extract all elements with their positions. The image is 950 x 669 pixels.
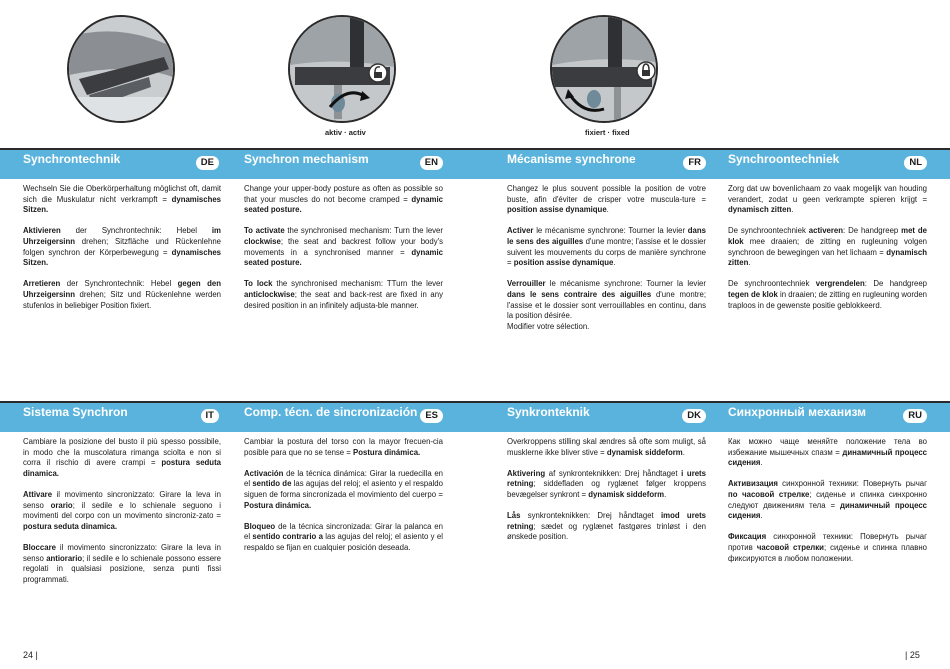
section-title: Synchrontechnik [23,152,121,166]
paragraph [507,511,706,543]
text-run: ; il sedile e lo schienale possono essere regolati in qualsiasi posizione, senza punti fissi programmati. [23,553,221,584]
text-run: de la técnica dinámica: Girar la ruedecilla en el [244,468,443,489]
bold-text: Aktivieren [23,226,61,236]
paragraph [23,490,221,532]
text-run: De synchroontechniek [728,226,809,236]
language-badge: EN [420,156,443,170]
text-run: Cambiare la posizione del busto il più spesso possibile, in modo che la muscolatura rimanga sciolta e non si corra il rischio di avere crampi = [23,437,221,468]
caption-fixed: fixiert · fixed [585,128,630,137]
bold-text: Aktivering [507,468,546,478]
section-header-es [244,403,443,429]
text-run: le mécanisme synchrone: Tourner la levier [533,226,688,236]
text-run: in draaien; de zitting en rugleuning worden traploos in de gewenste positie geblokkeerd. [728,289,928,310]
text-run: il movimento sincronizzato: Girare la leva in senso [23,542,221,563]
bold-text: dans le sens des aiguilles [507,226,706,246]
paragraph [507,184,706,216]
section-header-de [23,150,221,176]
bold-text: динамичный процесс сидения [728,447,927,468]
lever-active-photo [288,15,396,123]
paragraph [728,279,927,311]
text-run: ; сиденье и спинка плавно фиксируются в любом положении. [728,542,927,563]
section-body-en [244,184,443,322]
section-title: Sistema Synchron [23,405,128,419]
language-badge: IT [201,409,219,423]
paragraph [23,226,221,268]
paragraph [507,226,706,268]
paragraph [244,437,443,458]
bold-text: Фиксация [728,532,767,542]
text-run: . [613,258,616,268]
text-run: . [664,489,667,499]
text-run: ; il sedile e lo schienale seguono i movimenti del corpo con un movimento sincroniz-zato = [23,500,221,521]
language-badge: ES [420,409,443,423]
text-run: synkronteknikken: Drej håndtaget [520,511,662,521]
text-run: Overkroppens stilling skal ændres så ofte som muligt, så musklerne ikke bliver stive = [507,437,706,457]
text-run: . [760,511,763,521]
bold-text: dynamisk siddeform [606,447,683,457]
bold-text: Activer [507,226,534,236]
paragraph [23,279,221,311]
text-run: de la técnica sincronizada: Girar la palanca en el [244,521,443,542]
paragraph [728,479,927,521]
text-run: drehen; Sitz und Rückenlehne werden stufenlos in beliebiger Position fixiert. [23,289,221,310]
bold-text: Bloccare [23,542,56,552]
section-body-nl [728,184,927,322]
text-run: синхронной техники: Повернуть рычаг против [728,532,927,552]
caption-active: aktiv · activ [325,128,366,137]
text-run: mee draaien; de zitting en rugleuning volgen synchroon de bewegingen van het lichaam = [728,236,927,257]
page-number-right: | 25 [905,650,920,660]
text-run: ; the seat and backrest follow your body's movements in a synchronised manner = [244,236,443,257]
bold-text: orario [50,500,73,510]
text-run: las agujas del reloj; el asiento y el respaldo siguen de forma sincronizada el movimiento del cuerpo = [244,479,443,499]
paragraph [507,437,706,458]
bold-text: Postura dinámica. [244,500,312,510]
lever-fixed-photo [550,15,658,123]
chair-mechanism-photo [67,15,175,123]
bold-text: Activación [244,468,284,478]
bold-text: sentido contrario a [252,532,323,542]
text-run: . [606,205,609,215]
bold-text: Postura dinámica. [353,447,421,457]
text-run: the synchronised mechanism: Turn the lever [284,226,443,236]
bold-text: часовой стрелки [756,542,824,552]
paragraph [23,543,221,585]
bold-text: gegen den Uhrzeigersinn [23,279,221,299]
bold-text: dynamisk siddeform [588,489,665,499]
text-run: ; the seat and back-rest are fixed in any desired position in an infinitely adjusta-ble manner. [244,289,443,310]
section-title: Synchroontechniek [728,152,840,166]
bold-text: met de klok [728,226,927,246]
paragraph [23,184,221,216]
bold-text: Активизация [728,479,778,489]
section-title: Синхронный механизм [728,405,866,419]
text-run: синхронной техники: Повернуть рычаг [777,479,927,489]
bold-text: dynamic seated posture. [244,194,443,215]
bold-text: postura seduta dinamica. [23,521,118,531]
bold-text: i urets retning [507,468,706,489]
section-header-fr [507,150,706,176]
text-run: Cambiar la postura del torso con la mayor frecuen-cia posible para que no se tense = [244,437,443,457]
text-run: der Synchrontechnik: Hebel [60,279,178,289]
bold-text: tegen de klok [728,289,778,299]
text-run: : De handgreep [843,226,902,236]
text-run: Zorg dat uw bovenlichaam zo vaak mogelijk van houding verandert, zodat u geen verkrampte spieren krijgt = [728,184,927,204]
bold-text: по часовой стрелке [728,489,810,499]
text-run: the synchronised mechanism: TTurn the lever [272,279,443,289]
bold-text: dynamisches Sitzen. [23,194,221,215]
section-header-it [23,403,221,429]
section-body-fr [507,184,706,343]
text-run: Modifier votre sélection. [507,321,590,331]
text-run: . [748,258,751,268]
text-run: il movimento sincronizzato: Girare la leva in senso [23,489,221,510]
text-run: . [682,447,685,457]
text-run: Change your upper-body posture as often as possible so that your muscles do not become cramped = [244,184,443,204]
paragraph [23,437,221,479]
paragraph [244,469,443,511]
paragraph [728,226,927,268]
bold-text: im Uhrzeigersinn [23,226,221,246]
section-header-dk [507,403,706,429]
bold-text: position assise dynamique [507,205,607,215]
paragraph [507,279,706,332]
text-run: der Synchrontechnik: Hebel [60,226,212,236]
bold-text: Arretieren [23,279,61,289]
text-run: De synchroontechniek [728,279,816,289]
paragraph [244,184,443,216]
text-run: af synkronteknikken: Drej håndtaget [545,468,682,478]
bold-text: To activate [244,226,285,236]
section-header-nl [728,150,927,176]
bold-text: antiorario [46,553,83,563]
text-run: ; сиденье и спинка синхронно следуют движениям тела = [728,489,927,510]
bold-text: Bloqueo [244,521,276,531]
bold-text: Attivare [23,489,53,499]
section-title: Mécanisme synchrone [507,152,636,166]
text-run: le mécanisme synchrone: Tourner la levier [545,279,706,289]
text-run: . [760,458,763,468]
paragraph [244,226,443,268]
text-run: Как можно чаще меняйте положение тела во избежание мышечных спазм = [728,437,927,457]
text-run: d'une montre; l'assise et le dossier suivent les mouvements du corps de manière synchrone = [507,236,706,268]
section-body-ru [728,437,927,575]
bold-text: clockwise [244,236,281,246]
text-run: Wechseln Sie die Oberkörperhaltung möglichst oft, damit sich die Muskulatur nicht verkrampft = [23,184,221,204]
paragraph [244,522,443,554]
bold-text: vergrendelen [815,279,865,289]
page-number-left: 24 | [23,650,38,660]
text-run: ; sædet og ryglænet fastgøres trinløst i den ønskede position. [507,521,706,542]
paragraph [728,437,927,469]
section-body-it [23,437,221,596]
bold-text: dynamisches Sitzen. [23,247,221,268]
bold-text: imod urets retning [507,511,707,531]
text-run: las agujas del reloj; el asiento y el respaldo se fijan en cualquier posición deseada. [244,532,443,552]
bold-text: Verrouiller [507,279,546,289]
paragraph [507,469,706,501]
language-badge: DK [682,409,706,423]
section-body-es [244,437,443,564]
bold-text: To lock [244,279,273,289]
bold-text: anticlockwise [244,289,295,299]
text-run: d'une montre; l'assise et le dossier sont verrouillables en continu, dans la position désirée. [507,289,706,321]
text-run: drehen; Sitzfläche und Rückenlehne folgen synchron der Körperbewegung = [23,236,221,257]
section-body-de [23,184,221,322]
bold-text: activeren [808,226,844,236]
section-title: Comp. técn. de sincronización [244,405,418,419]
text-run: : De handgreep [864,279,927,289]
paragraph [728,184,927,216]
section-header-ru [728,403,927,429]
language-badge: DE [196,156,219,170]
bold-text: sentido de [252,479,292,489]
bold-text: position assise dynamique [513,258,614,268]
paragraph [244,279,443,311]
text-run: Changez le plus souvent possible la position de votre buste, afin d'éviter de crisper votre muscula-ture = [507,184,706,204]
bold-text: dynamisch zitten [728,247,927,268]
bold-text: dynamisch zitten [728,205,792,215]
section-title: Synchron mechanism [244,152,369,166]
section-title: Synkronteknik [507,405,590,419]
section-body-dk [507,437,706,554]
bold-text: динамичный процесс сидения [728,500,927,521]
text-run: ; siddefladen og ryglænet følger kroppens bevægelser synkront = [507,479,706,499]
text-run: . [791,205,794,215]
bold-text: Lås [507,511,521,521]
language-badge: RU [903,409,927,423]
language-badge: FR [683,156,706,170]
bold-text: postura seduta dinamica. [23,458,222,478]
bold-text: dynamic seated posture. [244,247,443,268]
language-badge: NL [904,156,927,170]
paragraph [728,532,927,564]
bold-text: dans le sens contraire des aiguilles [507,289,652,299]
section-header-en [244,150,443,176]
